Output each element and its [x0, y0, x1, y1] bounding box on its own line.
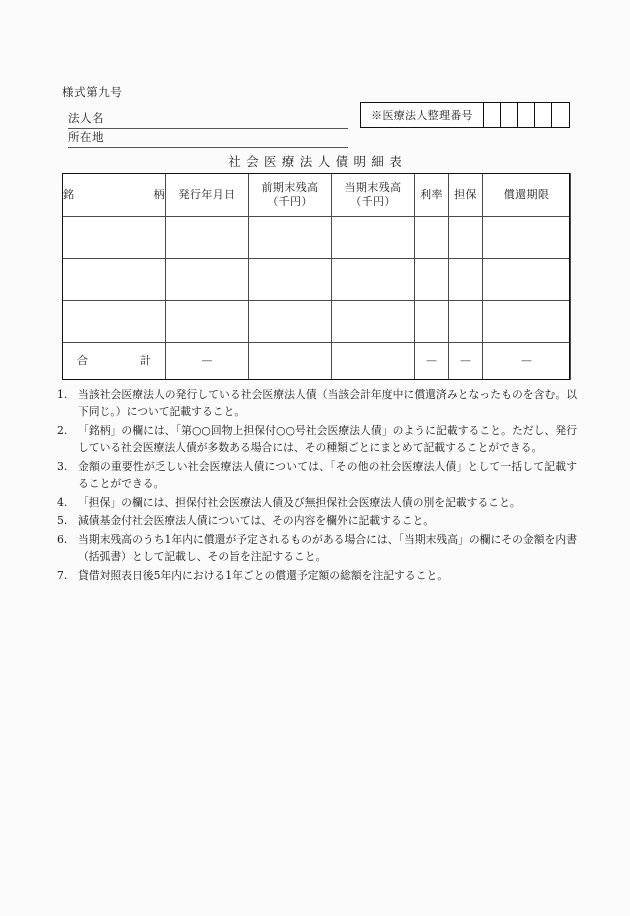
cell-issue-date[interactable] [166, 259, 249, 301]
total-redemption-deadline: — [483, 343, 571, 380]
note-number: 5. [57, 514, 68, 528]
table-total-row [63, 343, 571, 380]
bond-detail-table [62, 173, 571, 380]
note-number: 7. [57, 568, 68, 582]
note-number: 2. [57, 423, 68, 437]
cell-collateral[interactable] [449, 217, 483, 259]
cell-issue-name[interactable] [63, 217, 166, 259]
table-header-row [63, 174, 571, 217]
registry-digit-cell[interactable] [484, 103, 501, 127]
notes-list [57, 386, 577, 585]
header-current-balance [332, 174, 415, 217]
note-item [57, 567, 577, 584]
header-interest-rate [415, 174, 449, 217]
header-prior-balance-unit: （千円） [267, 195, 313, 208]
registry-number-label: ※医療法人整理番号 [361, 103, 484, 127]
total-current-balance[interactable] [332, 343, 415, 380]
note-number: 4. [57, 495, 68, 509]
header-collateral [449, 174, 483, 217]
note-number: 3. [57, 459, 68, 473]
total-label-text: 合 計 [77, 354, 151, 368]
cell-issue-date[interactable] [166, 217, 249, 259]
cell-issue-name[interactable] [63, 259, 166, 301]
cell-interest-rate[interactable] [415, 301, 449, 343]
note-text: 金額の重要性が乏しい社会医療法人債については、「その他の社会医療法人債」として一括して記載することができる。 [78, 459, 577, 491]
entity-fields [68, 110, 348, 148]
registry-digit-cell[interactable] [552, 103, 569, 127]
cell-current-balance[interactable] [332, 259, 415, 301]
header-redemption-deadline [483, 174, 571, 217]
total-issue-date: — [166, 343, 249, 380]
table-row [63, 259, 571, 301]
page-title: 社会医療法人債明細表 [228, 154, 408, 169]
table-row [63, 301, 571, 343]
total-label [63, 343, 166, 380]
cell-redemption-deadline[interactable] [483, 217, 571, 259]
header-issue-date-label: 発行年月日 [178, 188, 236, 202]
field-address-label: 所在地 [68, 130, 104, 144]
cell-prior-balance[interactable] [249, 301, 332, 343]
cell-issue-name[interactable] [63, 301, 166, 343]
cell-interest-rate[interactable] [415, 259, 449, 301]
note-text: 減債基金付社会医療法人債については、その内容を欄外に記載すること。 [78, 514, 435, 528]
cell-issue-date[interactable] [166, 301, 249, 343]
note-item [57, 458, 577, 493]
form-number: 様式第九号 [62, 85, 123, 99]
registry-digit-cell[interactable] [535, 103, 552, 127]
header-current-balance-unit: （千円） [350, 195, 396, 208]
field-corporation-name-label: 法人名 [68, 111, 104, 125]
header-prior-balance [249, 174, 332, 217]
header-redemption-deadline-label: 償還期限 [503, 188, 550, 202]
cell-prior-balance[interactable] [249, 259, 332, 301]
note-text: 「銘柄」の欄には、「第○○回物上担保付○○号社会医療法人債」のように記載すること。ただし、発行している社会医療法人債が多数ある場合には、その種類ごとにまとめて記載することができる。 [78, 423, 577, 455]
cell-collateral[interactable] [449, 301, 483, 343]
header-interest-rate-label: 利率 [420, 188, 443, 202]
note-item [57, 531, 577, 566]
registry-digit-cell[interactable] [518, 103, 535, 127]
note-item [57, 386, 577, 421]
total-prior-balance[interactable] [249, 343, 332, 380]
field-address[interactable] [68, 129, 348, 148]
cell-current-balance[interactable] [332, 301, 415, 343]
cell-current-balance[interactable] [332, 217, 415, 259]
cell-redemption-deadline[interactable] [483, 259, 571, 301]
header-prior-balance-label: 前期末残高 [261, 181, 319, 195]
note-text: 当期末残高のうち1年内に償還が予定されるものがある場合には、「当期末残高」の欄にその金額を内書（括弧書）として記載し、その旨を注記すること。 [78, 532, 577, 564]
note-number: 1. [57, 388, 68, 401]
note-number: 6. [57, 532, 68, 546]
note-text: 当該社会医療法人の発行している社会医療法人債（当該会計年度中に償還済みとなったものを含む。以下同じ。）について記載すること。 [78, 388, 577, 419]
header-issue-date [166, 174, 249, 217]
cell-collateral[interactable] [449, 259, 483, 301]
table-row [63, 217, 571, 259]
note-text: 貸借対照表日後5年内における1年ごとの償還予定額の総額を注記すること。 [78, 568, 449, 582]
note-item [57, 494, 577, 511]
header-issue-name [63, 174, 166, 217]
header-issue-name-label: 銘 柄 [63, 188, 165, 202]
total-collateral: — [449, 343, 483, 380]
cell-redemption-deadline[interactable] [483, 301, 571, 343]
header-current-balance-label: 当期末残高 [344, 181, 402, 195]
total-interest-rate: — [415, 343, 449, 380]
cell-prior-balance[interactable] [249, 217, 332, 259]
note-item [57, 512, 577, 529]
note-item [57, 422, 577, 457]
registry-number-box [360, 102, 570, 128]
cell-interest-rate[interactable] [415, 217, 449, 259]
field-corporation-name[interactable] [68, 110, 348, 129]
header-collateral-label: 担保 [454, 188, 477, 202]
note-text: 「担保」の欄には、担保付社会医療法人債及び無担保社会医療法人債の別を記載すること。 [78, 495, 521, 509]
registry-digit-cell[interactable] [501, 103, 518, 127]
